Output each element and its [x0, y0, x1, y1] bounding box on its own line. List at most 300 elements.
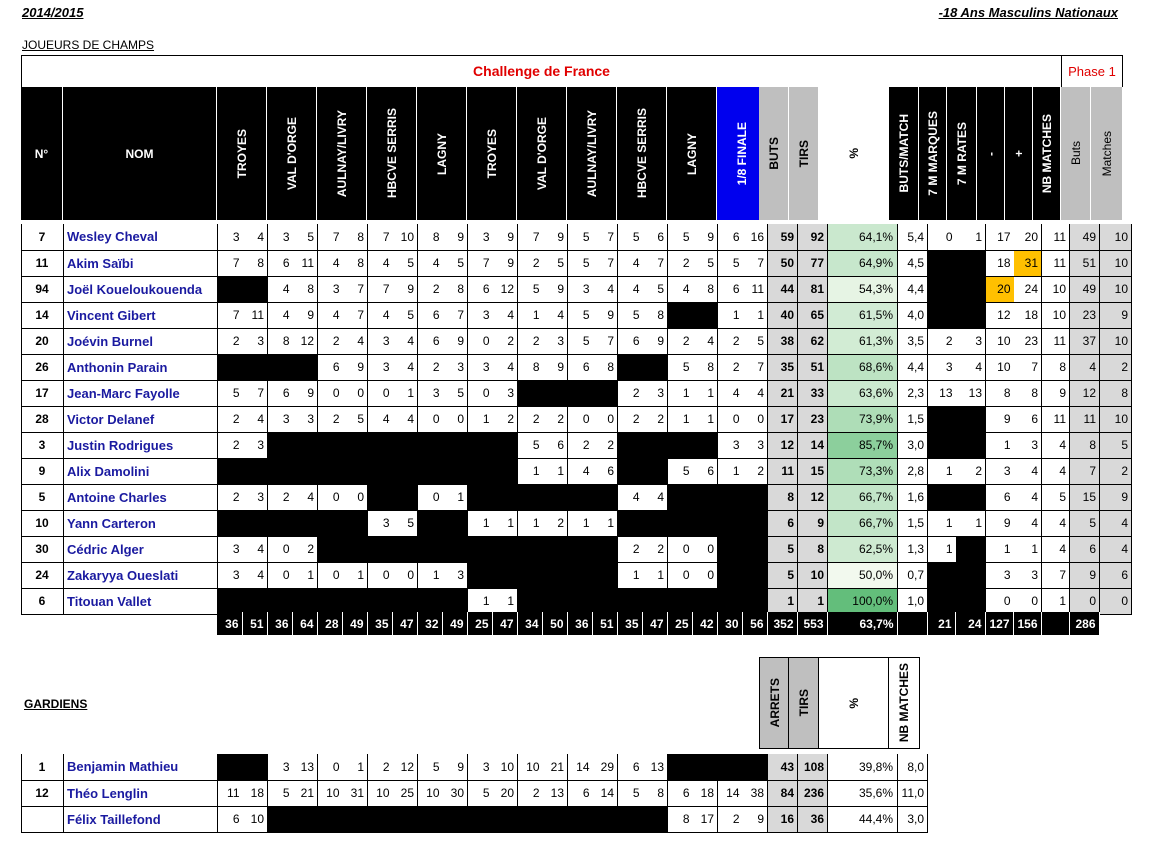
match-shots: 9 — [293, 302, 318, 328]
player-number: 14 — [22, 302, 64, 328]
plus-value: 6 — [1014, 406, 1042, 432]
buts-value: 0 — [1070, 588, 1100, 614]
plus-value: 8 — [1014, 380, 1042, 406]
match-empty-cell — [268, 458, 293, 484]
shooting-pct: 66,7% — [828, 484, 898, 510]
match-goals: 5 — [568, 224, 593, 250]
nb-matches: 8,0 — [898, 754, 928, 780]
match-empty-cell — [718, 754, 743, 780]
match-goals: 2 — [218, 432, 243, 458]
match-shots: 20 — [493, 780, 518, 806]
total-goals: 6 — [768, 510, 798, 536]
7m-scored: 1 — [928, 458, 956, 484]
goalkeeper-name: Benjamin Mathieu — [64, 754, 218, 780]
match-empty-cell — [668, 432, 693, 458]
match-goals: 8 — [518, 354, 543, 380]
7m-empty — [956, 276, 986, 302]
match-shots: 2 — [293, 536, 318, 562]
match-empty-cell — [543, 806, 568, 832]
match-empty-cell — [318, 432, 343, 458]
match-goals: 5 — [668, 354, 693, 380]
match-goals: 2 — [268, 484, 293, 510]
total-nb-empty — [1041, 612, 1069, 635]
header-match-7-label: VAL D'ORGE — [534, 116, 549, 191]
match-goals: 0 — [668, 562, 693, 588]
nb-matches: 5 — [1042, 484, 1070, 510]
match-goals: 7 — [468, 250, 493, 276]
player-name: Cédric Alger — [64, 536, 218, 562]
total-shots: 9 — [798, 510, 828, 536]
match-empty-cell — [318, 806, 343, 832]
match-shots: 38 — [743, 780, 768, 806]
total-match-shots: 50 — [542, 612, 567, 635]
header-minus-label: - — [983, 151, 998, 156]
matches-value: 2 — [1100, 458, 1132, 484]
match-empty-cell — [268, 588, 293, 614]
match-shots: 14 — [593, 780, 618, 806]
match-empty-cell — [418, 458, 443, 484]
match-shots: 5 — [393, 302, 418, 328]
gk-header-pct — [818, 657, 889, 749]
total-match-goals: 35 — [617, 612, 642, 635]
match-shots: 7 — [593, 224, 618, 250]
header-match-11-label: 1/8 FINALE — [734, 121, 749, 186]
header-7m-scored — [919, 87, 947, 220]
player-number: 17 — [22, 380, 64, 406]
7m-empty — [956, 406, 986, 432]
matches-value: 9 — [1100, 484, 1132, 510]
phase-label: Phase 1 — [1061, 56, 1122, 87]
player-name: Wesley Cheval — [64, 224, 218, 250]
match-goals: 1 — [718, 458, 743, 484]
player-name: Alix Damolini — [64, 458, 218, 484]
match-goals: 2 — [518, 250, 543, 276]
header-name-label: NOM — [125, 146, 154, 161]
match-empty-cell — [543, 380, 568, 406]
match-shots: 4 — [643, 484, 668, 510]
match-goals: 0 — [268, 562, 293, 588]
match-shots: 4 — [593, 276, 618, 302]
goalkeeper-number: 12 — [22, 780, 64, 806]
match-empty-cell — [668, 302, 693, 328]
buts-value: 6 — [1070, 536, 1100, 562]
match-empty-cell — [718, 484, 743, 510]
total-plus: 156 — [1013, 612, 1041, 635]
match-goals: 3 — [718, 432, 743, 458]
match-goals: 5 — [668, 458, 693, 484]
match-shots: 8 — [593, 354, 618, 380]
total-goals: 352 — [767, 612, 797, 635]
match-empty-cell — [593, 806, 618, 832]
match-shots: 7 — [743, 354, 768, 380]
total-shots: 62 — [798, 328, 828, 354]
header-match-5 — [417, 87, 467, 220]
7m-empty — [928, 588, 956, 614]
total-shots: 77 — [798, 250, 828, 276]
match-goals: 3 — [368, 328, 393, 354]
match-goals: 6 — [268, 250, 293, 276]
match-shots: 25 — [393, 780, 418, 806]
goalkeepers-table — [21, 754, 928, 833]
total-saves: 84 — [768, 780, 798, 806]
match-shots: 10 — [493, 754, 518, 780]
player-number: 94 — [22, 276, 64, 302]
shooting-pct: 68,6% — [828, 354, 898, 380]
match-empty-cell — [343, 432, 368, 458]
match-shots: 5 — [743, 328, 768, 354]
matches-value: 10 — [1100, 276, 1132, 302]
matches-value: 6 — [1100, 562, 1132, 588]
match-goals: 6 — [418, 328, 443, 354]
match-shots: 1 — [343, 754, 368, 780]
match-shots: 5 — [393, 250, 418, 276]
match-empty-cell — [268, 354, 293, 380]
plus-value: 4 — [1014, 458, 1042, 484]
match-goals: 0 — [418, 484, 443, 510]
total-shots: 108 — [798, 754, 828, 780]
header-goals-per-match — [889, 87, 919, 220]
match-goals: 3 — [468, 302, 493, 328]
match-empty-cell — [668, 588, 693, 614]
minus-value: 9 — [986, 510, 1014, 536]
goals-per-match: 4,4 — [898, 276, 928, 302]
plus-value: 1 — [1014, 536, 1042, 562]
match-goals: 2 — [218, 484, 243, 510]
goals-per-match: 4,5 — [898, 250, 928, 276]
match-shots: 4 — [393, 328, 418, 354]
total-goals: 12 — [768, 432, 798, 458]
header-nb-matches — [1033, 87, 1061, 220]
match-goals: 8 — [418, 224, 443, 250]
player-row — [22, 380, 1132, 406]
match-empty-cell — [743, 536, 768, 562]
match-empty-cell — [568, 562, 593, 588]
plus-value: 24 — [1014, 276, 1042, 302]
player-row — [22, 224, 1132, 250]
goals-per-match: 3,0 — [898, 432, 928, 458]
header-matches-label: Matches — [1099, 130, 1114, 177]
total-goals: 59 — [768, 224, 798, 250]
match-empty-cell — [218, 458, 243, 484]
shooting-pct: 50,0% — [828, 562, 898, 588]
buts-value: 51 — [1070, 250, 1100, 276]
match-goals: 3 — [368, 510, 393, 536]
player-name: Jean-Marc Fayolle — [64, 380, 218, 406]
total-match-goals: 36 — [217, 612, 242, 635]
match-shots: 9 — [593, 302, 618, 328]
match-shots: 3 — [643, 380, 668, 406]
buts-value: 49 — [1070, 276, 1100, 302]
match-saves: 2 — [368, 754, 393, 780]
match-empty-cell — [418, 536, 443, 562]
7m-empty — [956, 562, 986, 588]
total-7m-scored: 21 — [927, 612, 955, 635]
match-goals: 4 — [268, 302, 293, 328]
match-goals: 3 — [268, 224, 293, 250]
match-empty-cell — [443, 510, 468, 536]
buts-value: 23 — [1070, 302, 1100, 328]
match-empty-cell — [418, 588, 443, 614]
player-name: Joévin Burnel — [64, 328, 218, 354]
match-saves: 3 — [468, 754, 493, 780]
match-shots: 30 — [443, 780, 468, 806]
header-buts — [1061, 87, 1091, 220]
goals-per-match: 1,0 — [898, 588, 928, 614]
header-match-1 — [217, 87, 267, 220]
header-match-4 — [367, 87, 417, 220]
match-empty-cell — [593, 380, 618, 406]
match-saves: 11 — [218, 780, 243, 806]
gk-header-nb-matches — [888, 657, 920, 749]
match-shots: 8 — [693, 276, 718, 302]
match-goals: 0 — [318, 484, 343, 510]
match-shots: 9 — [543, 354, 568, 380]
match-shots: 9 — [493, 224, 518, 250]
match-goals: 5 — [518, 432, 543, 458]
match-goals: 4 — [318, 302, 343, 328]
competition-bar — [21, 55, 1123, 87]
match-empty-cell — [493, 484, 518, 510]
save-pct: 44,4% — [828, 806, 898, 832]
plus-value: 23 — [1014, 328, 1042, 354]
match-shots: 8 — [443, 276, 468, 302]
buts-value: 5 — [1070, 510, 1100, 536]
match-shots: 9 — [443, 754, 468, 780]
match-empty-cell — [543, 588, 568, 614]
match-shots: 12 — [293, 328, 318, 354]
totals-line — [217, 612, 1099, 635]
match-empty-cell — [493, 806, 518, 832]
player-number: 11 — [22, 250, 64, 276]
match-saves: 10 — [368, 780, 393, 806]
match-goals: 2 — [618, 380, 643, 406]
plus-value: 7 — [1014, 354, 1042, 380]
match-empty-cell — [493, 432, 518, 458]
match-empty-cell — [468, 536, 493, 562]
match-goals: 0 — [418, 406, 443, 432]
match-empty-cell — [543, 484, 568, 510]
match-shots: 8 — [343, 250, 368, 276]
match-shots: 1 — [743, 302, 768, 328]
buts-value: 15 — [1070, 484, 1100, 510]
total-minus: 127 — [985, 612, 1013, 635]
match-saves: 5 — [268, 780, 293, 806]
goalkeeper-number — [22, 806, 64, 832]
header-num-label: N° — [34, 146, 49, 161]
7m-missed: 3 — [956, 328, 986, 354]
match-shots: 21 — [293, 780, 318, 806]
match-empty-cell — [668, 484, 693, 510]
match-empty-cell — [593, 588, 618, 614]
match-goals: 0 — [368, 562, 393, 588]
match-empty-cell — [393, 484, 418, 510]
match-shots: 3 — [443, 562, 468, 588]
goals-per-match: 5,4 — [898, 224, 928, 250]
match-goals: 6 — [718, 224, 743, 250]
match-shots: 9 — [293, 380, 318, 406]
gk-header-saves-label: ARRETS — [767, 678, 782, 728]
player-row — [22, 432, 1132, 458]
total-goals: 50 — [768, 250, 798, 276]
match-empty-cell — [568, 806, 593, 832]
7m-scored: 13 — [928, 380, 956, 406]
nb-matches: 4 — [1042, 536, 1070, 562]
goals-per-match: 1,5 — [898, 406, 928, 432]
plus-value: 18 — [1014, 302, 1042, 328]
shooting-pct: 62,5% — [828, 536, 898, 562]
match-saves: 5 — [468, 780, 493, 806]
match-shots: 18 — [243, 780, 268, 806]
match-shots: 2 — [543, 510, 568, 536]
header-match-8 — [567, 87, 617, 220]
match-goals: 2 — [718, 328, 743, 354]
7m-empty — [928, 250, 956, 276]
total-shots: 51 — [798, 354, 828, 380]
total-match-shots: 42 — [692, 612, 717, 635]
match-goals: 0 — [468, 380, 493, 406]
match-shots: 11 — [743, 276, 768, 302]
player-row — [22, 276, 1132, 302]
match-empty-cell — [493, 562, 518, 588]
match-goals: 4 — [668, 276, 693, 302]
player-name: Anthonin Parain — [64, 354, 218, 380]
match-shots: 3 — [243, 328, 268, 354]
match-shots: 5 — [293, 224, 318, 250]
match-empty-cell — [443, 806, 468, 832]
match-goals: 0 — [268, 536, 293, 562]
header-minus — [977, 87, 1005, 220]
category-label: -18 Ans Masculins Nationaux — [938, 5, 1118, 20]
total-match-shots: 47 — [392, 612, 417, 635]
match-empty-cell — [568, 380, 593, 406]
player-row — [22, 328, 1132, 354]
goals-per-match: 4,0 — [898, 302, 928, 328]
match-goals: 1 — [668, 380, 693, 406]
match-empty-cell — [343, 510, 368, 536]
total-match-shots: 64 — [292, 612, 317, 635]
player-name: Akim Saïbi — [64, 250, 218, 276]
match-goals: 4 — [718, 380, 743, 406]
plus-value: 31 — [1014, 250, 1042, 276]
total-match-shots: 56 — [742, 612, 767, 635]
nb-matches: 7 — [1042, 562, 1070, 588]
match-shots: 2 — [643, 536, 668, 562]
match-empty-cell — [293, 588, 318, 614]
match-goals: 2 — [618, 536, 643, 562]
match-goals: 7 — [218, 250, 243, 276]
match-empty-cell — [293, 354, 318, 380]
match-empty-cell — [618, 458, 643, 484]
header-match-7 — [517, 87, 567, 220]
total-shots: 36 — [798, 806, 828, 832]
match-saves: 2 — [718, 806, 743, 832]
match-shots: 2 — [593, 432, 618, 458]
match-goals: 1 — [718, 302, 743, 328]
header-buts-label: Buts — [1068, 141, 1083, 166]
match-empty-cell — [718, 588, 743, 614]
match-goals: 3 — [218, 224, 243, 250]
total-match-shots: 47 — [492, 612, 517, 635]
match-goals: 0 — [318, 562, 343, 588]
7m-missed: 1 — [956, 224, 986, 250]
match-empty-cell — [618, 510, 643, 536]
match-empty-cell — [468, 458, 493, 484]
shooting-pct: 54,3% — [828, 276, 898, 302]
match-shots: 8 — [293, 276, 318, 302]
match-goals: 7 — [318, 224, 343, 250]
total-goals: 5 — [768, 536, 798, 562]
match-goals: 5 — [618, 302, 643, 328]
match-shots: 9 — [743, 806, 768, 832]
match-empty-cell — [593, 484, 618, 510]
match-empty-cell — [443, 458, 468, 484]
total-match-goals: 25 — [467, 612, 492, 635]
match-empty-cell — [718, 562, 743, 588]
match-empty-cell — [743, 588, 768, 614]
match-goals: 1 — [468, 406, 493, 432]
match-shots: 2 — [743, 458, 768, 484]
match-empty-cell — [243, 588, 268, 614]
match-empty-cell — [268, 510, 293, 536]
match-shots: 2 — [543, 406, 568, 432]
7m-missed: 2 — [956, 458, 986, 484]
shooting-pct: 63,6% — [828, 380, 898, 406]
match-empty-cell — [293, 510, 318, 536]
total-shots: 14 — [798, 432, 828, 458]
shooting-pct: 61,5% — [828, 302, 898, 328]
header-match-10 — [667, 87, 717, 220]
nb-matches: 10 — [1042, 302, 1070, 328]
total-match-goals: 32 — [417, 612, 442, 635]
match-saves: 0 — [318, 754, 343, 780]
7m-scored: 1 — [928, 536, 956, 562]
header-match-3-label: AULNAY/LIVRY — [334, 109, 349, 198]
minus-value: 10 — [986, 328, 1014, 354]
match-empty-cell — [468, 806, 493, 832]
match-shots: 9 — [443, 224, 468, 250]
match-empty-cell — [468, 484, 493, 510]
player-number: 5 — [22, 484, 64, 510]
match-empty-cell — [318, 588, 343, 614]
7m-empty — [928, 432, 956, 458]
player-row — [22, 458, 1132, 484]
match-shots: 2 — [493, 406, 518, 432]
match-empty-cell — [218, 754, 243, 780]
match-empty-cell — [668, 754, 693, 780]
matches-value: 9 — [1100, 302, 1132, 328]
match-shots: 1 — [643, 562, 668, 588]
player-number: 9 — [22, 458, 64, 484]
match-empty-cell — [643, 806, 668, 832]
match-shots: 8 — [343, 224, 368, 250]
player-name: Victor Delanef — [64, 406, 218, 432]
player-name: Justin Rodrigues — [64, 432, 218, 458]
match-empty-cell — [218, 588, 243, 614]
match-shots: 6 — [693, 458, 718, 484]
match-goals: 0 — [668, 536, 693, 562]
match-goals: 3 — [218, 536, 243, 562]
match-empty-cell — [418, 806, 443, 832]
shooting-pct: 85,7% — [828, 432, 898, 458]
total-goals: 17 — [768, 406, 798, 432]
total-shots: 8 — [798, 536, 828, 562]
matches-value: 10 — [1100, 224, 1132, 250]
match-empty-cell — [518, 380, 543, 406]
nb-matches: 11 — [1042, 406, 1070, 432]
7m-missed: 4 — [956, 354, 986, 380]
player-name: Yann Carteron — [64, 510, 218, 536]
7m-empty — [928, 484, 956, 510]
